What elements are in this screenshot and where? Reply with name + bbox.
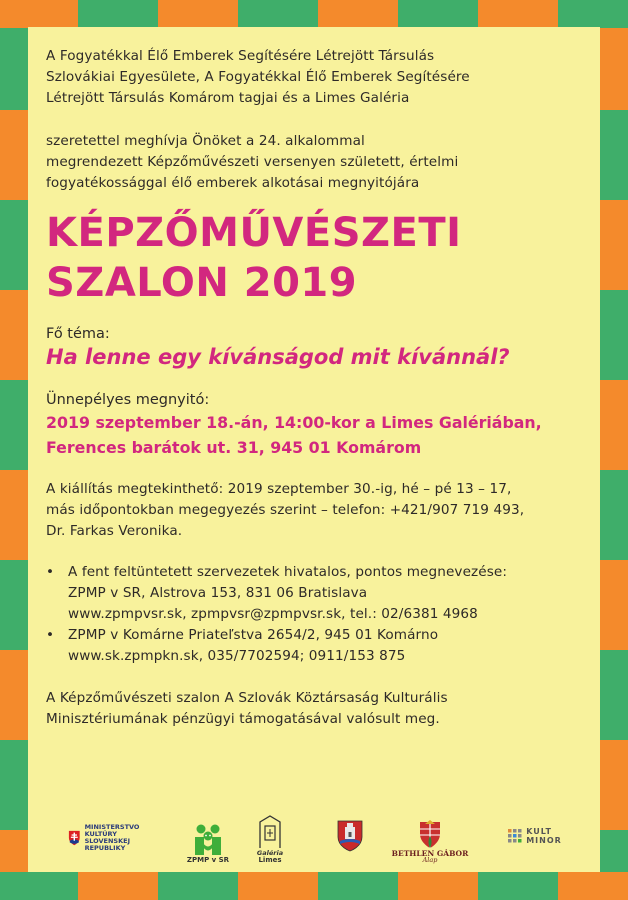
bethlen-logo bbox=[390, 808, 470, 864]
border-tile bbox=[318, 0, 398, 28]
border-tile bbox=[0, 650, 28, 740]
limes-caption: Galéria bbox=[256, 849, 284, 857]
border-tile bbox=[600, 830, 628, 872]
intro-line: Szlovákiai Egyesülete, A Fogyatékkal Élő Emberek Segítésére bbox=[46, 69, 470, 85]
ministry-caption: KULTÚRY bbox=[84, 830, 117, 838]
kult-caption: KULT bbox=[526, 827, 552, 836]
border-tile bbox=[600, 380, 628, 470]
invite-paragraph bbox=[46, 131, 594, 194]
invite-line: fogyatékossággal élő emberek alkotásai megnyitójára bbox=[46, 175, 420, 191]
border-tile bbox=[0, 470, 28, 560]
border-tile bbox=[238, 872, 318, 900]
contact-line: ZPMP v SR, Alstrova 153, 831 06 Bratislava bbox=[68, 585, 368, 601]
kult-minor-logo bbox=[500, 808, 570, 864]
border-tile bbox=[600, 470, 628, 560]
border-tile bbox=[478, 872, 558, 900]
border-tile bbox=[600, 290, 628, 380]
list-item bbox=[46, 562, 594, 625]
bethlen-caption: Alap bbox=[422, 856, 438, 864]
border-tile bbox=[0, 290, 28, 380]
theme-text: Ha lenne egy kívánságod mit kívánnál? bbox=[46, 345, 510, 369]
opening-label: Ünnepélyes megnyitó: bbox=[46, 392, 210, 408]
border-tile bbox=[158, 0, 238, 28]
gallery-building-icon bbox=[257, 814, 283, 850]
intro-line: A Fogyatékkal Élő Emberek Segítésére Létrejött Társulás bbox=[46, 48, 435, 64]
footer-line: Minisztériumának pénzügyi támogatásával valósult meg. bbox=[46, 711, 440, 727]
invite-line: megrendezett Képzőművészeti versenyen született, értelmi bbox=[46, 154, 459, 170]
bullet-dot: • bbox=[46, 627, 55, 643]
theme-section bbox=[46, 324, 594, 370]
slovak-coat-of-arms-icon bbox=[68, 829, 81, 847]
border-tile bbox=[0, 560, 28, 650]
border-tile bbox=[158, 872, 238, 900]
ministry-caption: MINISTERSTVO bbox=[84, 823, 140, 831]
border-tile bbox=[0, 110, 28, 200]
intro-paragraph bbox=[46, 46, 594, 109]
bethlen-shield-icon bbox=[418, 820, 442, 850]
contact-line: ZPMP v Komárne Priateľstva 2654/2, 945 01 Komárno bbox=[68, 627, 439, 643]
title-line: KÉPZŐMŰVÉSZETI bbox=[46, 210, 462, 256]
border-tile bbox=[600, 560, 628, 650]
border-tile bbox=[318, 872, 398, 900]
zpmp-caption: ZPMP v SR bbox=[186, 856, 230, 864]
border-tile bbox=[600, 650, 628, 740]
ministry-caption: SLOVENSKEJ REPUBLIKY bbox=[84, 837, 131, 852]
zpmp-figures-icon bbox=[191, 823, 225, 857]
border-tile bbox=[558, 872, 628, 900]
title-line: SZALON 2019 bbox=[46, 260, 358, 306]
border-tile bbox=[78, 0, 158, 28]
border-tile bbox=[600, 28, 628, 110]
opening-line: 2019 szeptember 18.-án, 14:00-kor a Limes Galériában, bbox=[46, 413, 542, 432]
border-tile bbox=[0, 740, 28, 830]
border-tile bbox=[0, 872, 78, 900]
border-tile bbox=[0, 200, 28, 290]
list-item bbox=[46, 625, 594, 667]
border-tile bbox=[600, 740, 628, 830]
event-title bbox=[46, 208, 594, 308]
invite-line: szeretettel meghívja Önöket a 24. alkalommal bbox=[46, 133, 365, 149]
footer-paragraph bbox=[46, 688, 594, 730]
visit-line: Dr. Farkas Veronika. bbox=[46, 523, 183, 539]
border-tile bbox=[0, 28, 28, 110]
poster-content bbox=[46, 44, 594, 730]
border-tile bbox=[0, 830, 28, 872]
visit-line: más időpontokban megegyezés szerint – telefon: +421/907 719 493, bbox=[46, 502, 525, 518]
intro-line: Létrejött Társulás Komárom tagjai és a Limes Galéria bbox=[46, 90, 410, 106]
border-tile bbox=[398, 872, 478, 900]
bethlen-caption: BETHLEN GÁBOR bbox=[391, 849, 469, 858]
contact-line: www.sk.zpmpkn.sk, 035/7702594; 0911/153 875 bbox=[68, 648, 406, 664]
border-tile bbox=[0, 0, 78, 28]
contacts-list bbox=[46, 562, 594, 667]
kult-dots-icon bbox=[508, 829, 522, 843]
city-crest-icon bbox=[336, 819, 364, 853]
border-tile bbox=[600, 200, 628, 290]
kult-caption: MINOR bbox=[526, 836, 562, 845]
limes-caption: Limes bbox=[258, 856, 282, 864]
theme-label: Fő téma: bbox=[46, 326, 110, 342]
limes-logo bbox=[250, 808, 290, 864]
contact-line: www.zpmpvsr.sk, zpmpvsr@zpmpvsr.sk, tel.: 02/6381 4968 bbox=[68, 606, 478, 622]
bullet-dot: • bbox=[46, 564, 55, 580]
opening-line: Ferences barátok ut. 31, 945 01 Komárom bbox=[46, 438, 422, 457]
opening-section bbox=[46, 390, 594, 460]
komarno-crest bbox=[332, 808, 368, 864]
border-tile bbox=[600, 110, 628, 200]
border-tile bbox=[238, 0, 318, 28]
contact-line: A fent feltüntetett szervezetek hivatalos, pontos megnevezése: bbox=[68, 564, 508, 580]
footer-line: A Képzőművészeti szalon A Szlovák Köztársaság Kulturális bbox=[46, 690, 448, 706]
sponsor-logos bbox=[60, 808, 580, 864]
visit-paragraph bbox=[46, 479, 594, 542]
border-tile bbox=[398, 0, 478, 28]
border-tile bbox=[0, 380, 28, 470]
zpmp-logo bbox=[180, 808, 236, 864]
border-tile bbox=[558, 0, 628, 28]
ministry-logo bbox=[68, 818, 164, 858]
border-tile bbox=[478, 0, 558, 28]
visit-line: A kiállítás megtekinthető: 2019 szeptember 30.-ig, hé – pé 13 – 17, bbox=[46, 481, 512, 497]
border-tile bbox=[78, 872, 158, 900]
